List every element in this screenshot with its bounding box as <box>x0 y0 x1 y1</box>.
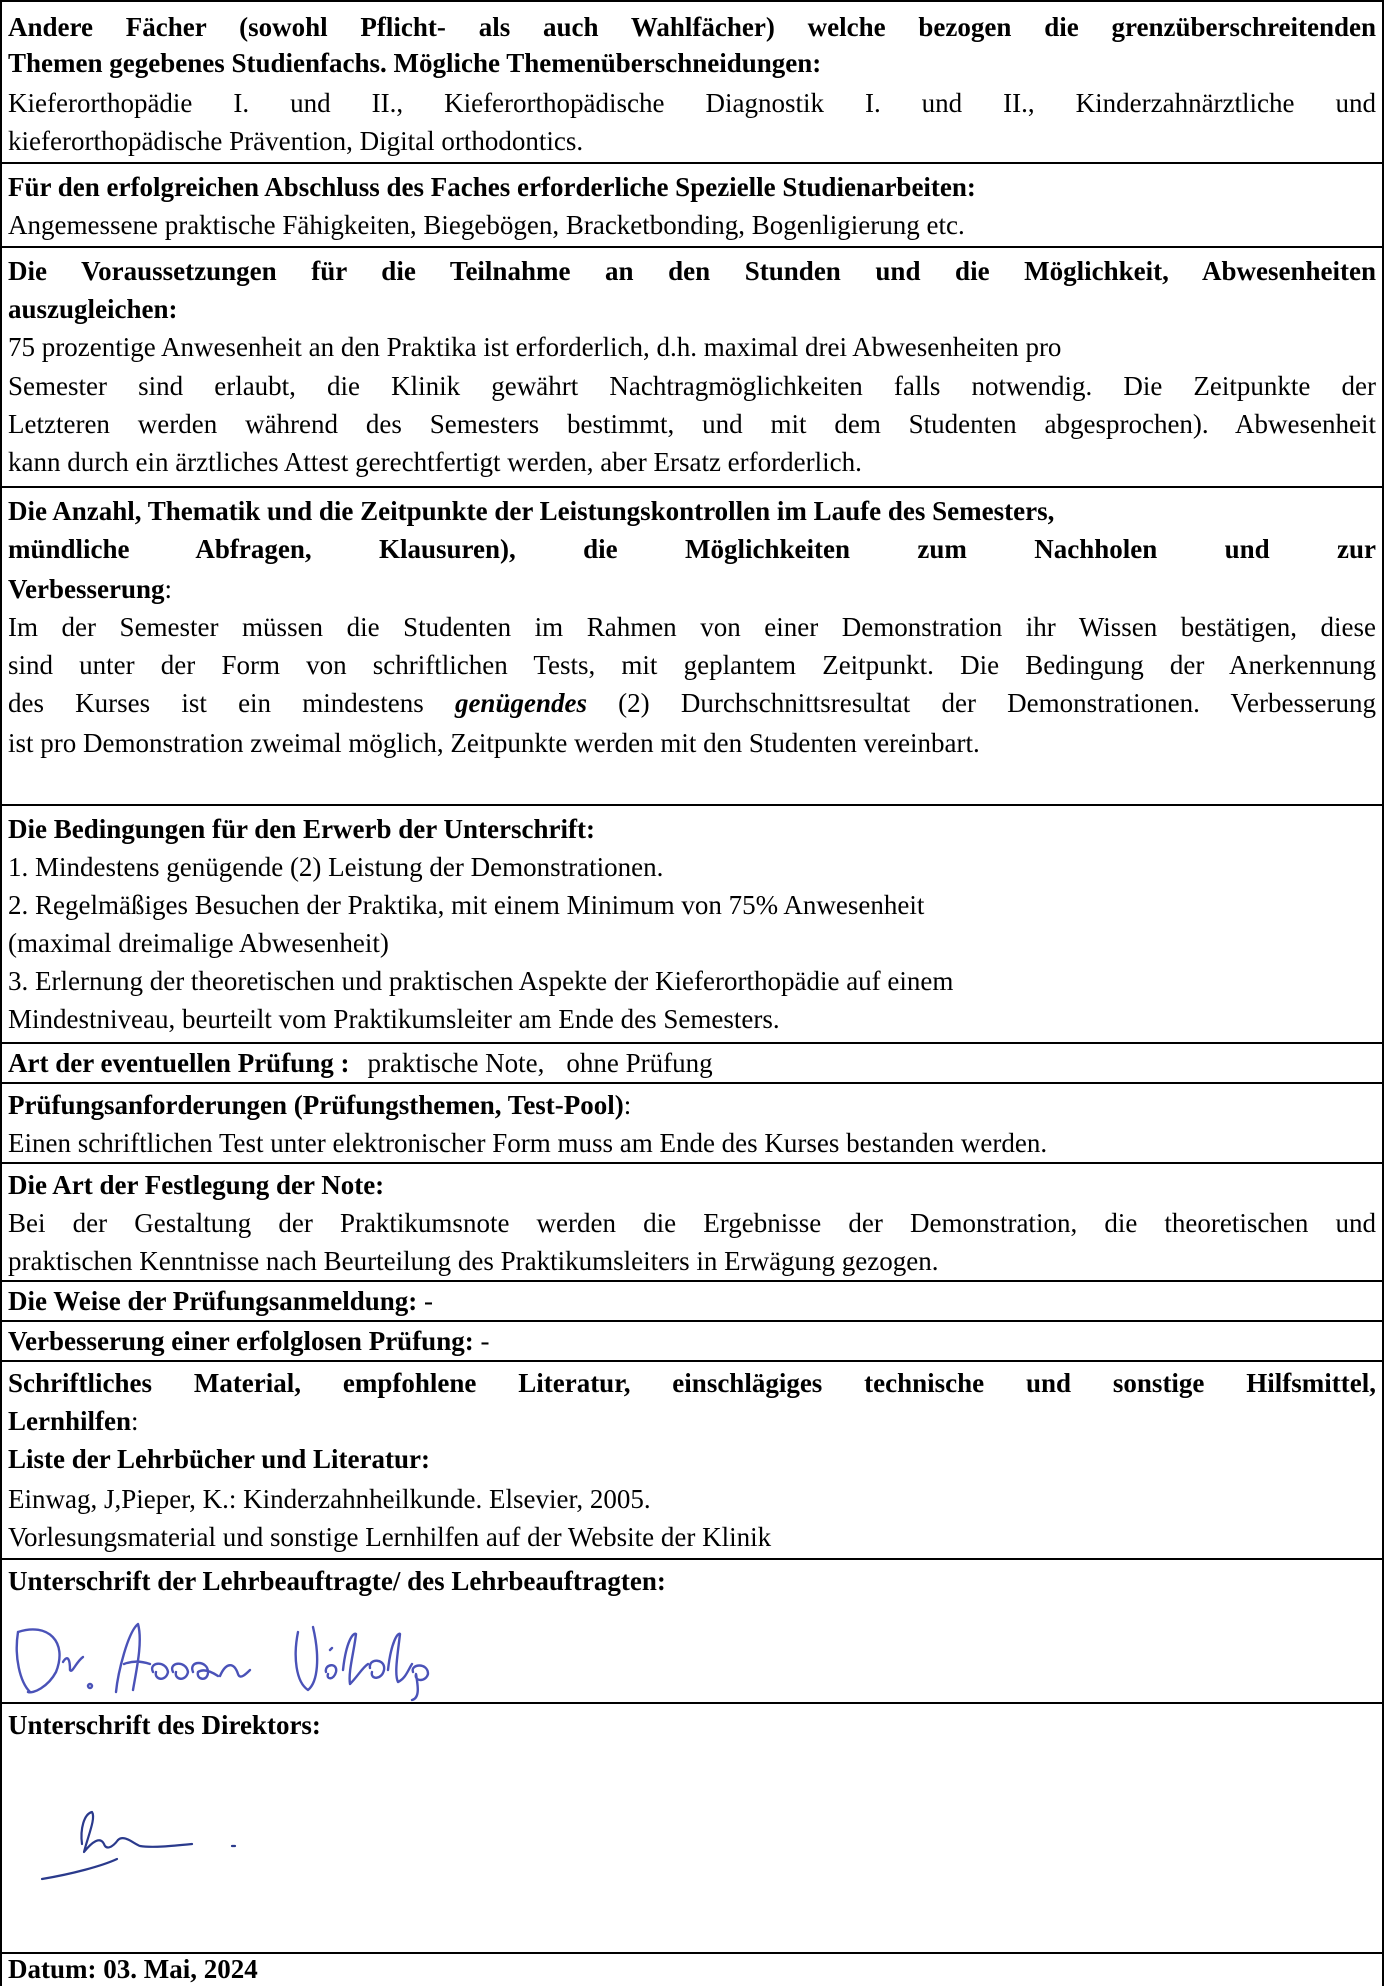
section-body: Kieferorthopädie I. und II., Kieferorthopädische Diagnostik I. und II., Kinderzahnärztliche und <box>8 88 1376 118</box>
section-heading: mündliche Abfragen, Klausuren), die Möglichkeiten zum Nachholen und zur <box>8 534 1376 564</box>
section-row: Verbesserung einer erfolglosen Prüfung: - <box>8 1326 490 1356</box>
section-heading: Prüfungsanforderungen (Prüfungsthemen, Test-Pool): <box>8 1090 632 1120</box>
section-body: Letzteren werden während des Semesters bestimmt, und mit dem Studenten abgesprochen). Abwesenheit <box>8 409 1376 439</box>
section-subheading: Liste der Lehrbücher und Literatur: <box>8 1444 430 1474</box>
section-body: kann durch ein ärztliches Attest gerechtfertigt werden, aber Ersatz erforderlich. <box>8 447 862 477</box>
section-heading: Lernhilfen: <box>8 1406 139 1436</box>
section-anforderungen <box>0 1084 1384 1164</box>
section-heading: Die Voraussetzungen für die Teilnahme an den Stunden und die Möglichkeit, Abwesenheiten <box>8 256 1376 286</box>
section-body: Angemessene praktische Fähigkeiten, Biegebögen, Bracketbonding, Bogenligierung etc. <box>8 210 965 240</box>
section-body: Im der Semester müssen die Studenten im Rahmen von einer Demonstration ihr Wissen bestätigen, diese <box>8 612 1376 642</box>
section-heading: Unterschrift des Direktors: <box>8 1710 321 1740</box>
section-verbesserung <box>0 1322 1384 1362</box>
section-heading: Themen gegebenes Studienfachs. Mögliche Themenüberschneidungen: <box>8 48 822 78</box>
section-studienarbeiten <box>0 164 1384 248</box>
section-body: des Kurses ist ein mindestens genügendes (2) Durchschnittsresultat der Demonstrationen. Verbesserung <box>8 688 1376 718</box>
section-body: sind unter der Form von schriftlichen Tests, mit geplantem Zeitpunkt. Die Bedingung der Anerkennung <box>8 650 1376 680</box>
lecturer-signature <box>8 1602 508 1702</box>
section-heading: Unterschrift der Lehrbeauftragte/ des Lehrbeauftragten: <box>8 1566 666 1596</box>
section-body: kieferorthopädische Prävention, Digital orthodontics. <box>8 126 584 156</box>
section-heading: Andere Fächer (sowohl Pflicht- als auch Wahlfächer) welche bezogen die grenzüberschreitenden <box>8 12 1376 42</box>
section-body: praktischen Kenntnisse nach Beurteilung des Praktikumsleiters in Erwägung gezogen. <box>8 1246 939 1276</box>
section-body: Einwag, J,Pieper, K.: Kinderzahnheilkunde. Elsevier, 2005. <box>8 1484 651 1514</box>
section-heading: Schriftliches Material, empfohlene Literatur, einschlägiges technische und sonstige Hilfsmittel, <box>8 1368 1376 1398</box>
section-body: Bei der Gestaltung der Praktikumsnote werden die Ergebnisse der Demonstration, die theoretischen und <box>8 1208 1376 1238</box>
section-teilnahme <box>0 248 1384 488</box>
section-heading: auszugleichen: <box>8 294 178 324</box>
section-unterschrift-bedingungen <box>0 806 1384 1044</box>
list-item: (maximal dreimalige Abwesenheit) <box>8 928 389 958</box>
section-body: 75 prozentige Anwesenheit an den Praktika ist erforderlich, d.h. maximal drei Abwesenheiten pro <box>8 332 1062 362</box>
section-row: Art der eventuellen Prüfung : praktische Note, ohne Prüfung <box>8 1048 713 1078</box>
section-heading: Die Bedingungen für den Erwerb der Unterschrift: <box>8 814 595 844</box>
section-direktor <box>0 1704 1384 1954</box>
section-body: Vorlesungsmaterial und sonstige Lernhilfen auf der Website der Klinik <box>8 1522 772 1552</box>
section-body: ist pro Demonstration zweimal möglich, Zeitpunkte werden mit den Studenten vereinbart. <box>8 728 980 758</box>
section-material <box>0 1362 1384 1560</box>
section-heading: Die Art der Festlegung der Note: <box>8 1170 385 1200</box>
date-field: Datum: 03. Mai, 2024 <box>8 1954 258 1984</box>
section-heading: Die Anzahl, Thematik und die Zeitpunkte der Leistungskontrollen im Laufe des Semesters, <box>8 496 1055 526</box>
list-item: Mindestniveau, beurteilt vom Praktikumsleiter am Ende des Semesters. <box>8 1004 780 1034</box>
section-pruefungsart <box>0 1044 1384 1084</box>
section-heading: Für den erfolgreichen Abschluss des Faches erforderliche Spezielle Studienarbeiten: <box>8 172 976 202</box>
director-signature <box>22 1774 322 1904</box>
section-row: Die Weise der Prüfungsanmeldung: - <box>8 1286 434 1316</box>
section-leistungskontrollen <box>0 488 1384 806</box>
section-lehrbeauftragte <box>0 1560 1384 1704</box>
section-body: Einen schriftlichen Test unter elektronischer Form muss am Ende des Kurses bestanden werden. <box>8 1128 1048 1158</box>
section-body: Semester sind erlaubt, die Klinik gewährt Nachtragmöglichkeiten falls notwendig. Die Zeitpunkte der <box>8 371 1376 401</box>
section-datum <box>0 1954 1384 1986</box>
list-item: 2. Regelmäßiges Besuchen der Praktika, mit einem Minimum von 75% Anwesenheit <box>8 890 925 920</box>
list-item: 3. Erlernung der theoretischen und praktischen Aspekte der Kieferorthopädie auf einem <box>8 966 954 996</box>
section-heading: Verbesserung: <box>8 574 173 604</box>
list-item: 1. Mindestens genügende (2) Leistung der Demonstrationen. <box>8 852 664 882</box>
section-anmeldung <box>0 1282 1384 1322</box>
section-note <box>0 1164 1384 1282</box>
section-themen <box>0 0 1384 164</box>
